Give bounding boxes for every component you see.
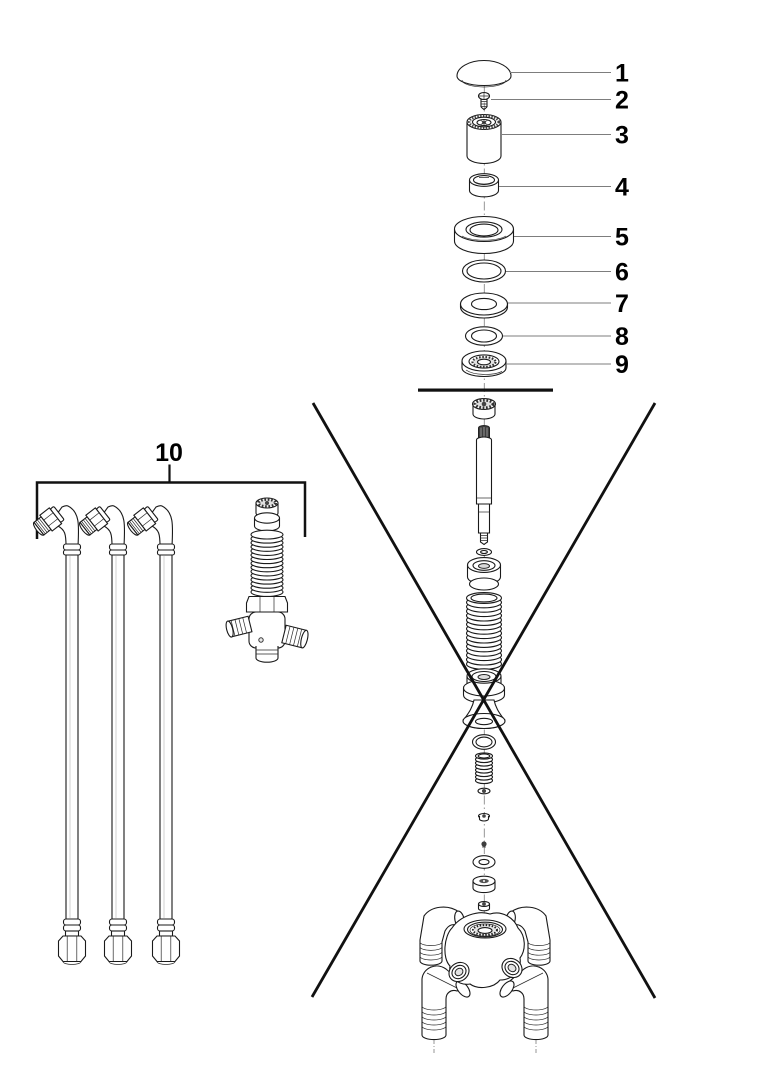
- part-5-escutcheon-flange: [455, 217, 514, 254]
- valve-ribs: [251, 530, 283, 596]
- callout-label-7: 7: [615, 290, 629, 318]
- callout-label-5: 5: [615, 223, 629, 252]
- callout-label-9: 9: [615, 351, 629, 379]
- valve-body-assembly: [420, 907, 550, 1054]
- hose-3: [125, 505, 180, 964]
- callouts: [491, 60, 629, 380]
- separator-line: [418, 389, 553, 392]
- part-6-o-ring: [463, 260, 506, 282]
- part-7-washer: [461, 293, 508, 318]
- callout-label-4: 4: [615, 173, 629, 202]
- callout-label-1: 1: [615, 59, 629, 88]
- part-3-handle-sleeve: [467, 115, 501, 164]
- spring-large: [467, 593, 502, 670]
- callout-label-6: 6: [615, 258, 629, 287]
- part-1-dome-cap: [457, 61, 511, 88]
- part-4-adapter-ring: [470, 174, 499, 197]
- group-10: [31, 439, 310, 965]
- hose-2: [77, 505, 132, 964]
- callout-label-3: 3: [615, 121, 629, 150]
- group-label-10: 10: [155, 439, 183, 467]
- callout-label-2: 2: [615, 86, 629, 115]
- part-8-ring: [466, 327, 503, 345]
- callout-label-8: 8: [615, 323, 629, 351]
- spring-small: [476, 753, 493, 784]
- shutoff-valve: [225, 498, 310, 662]
- hose-1: [31, 505, 86, 964]
- part-9-threaded-bushing: [462, 351, 506, 377]
